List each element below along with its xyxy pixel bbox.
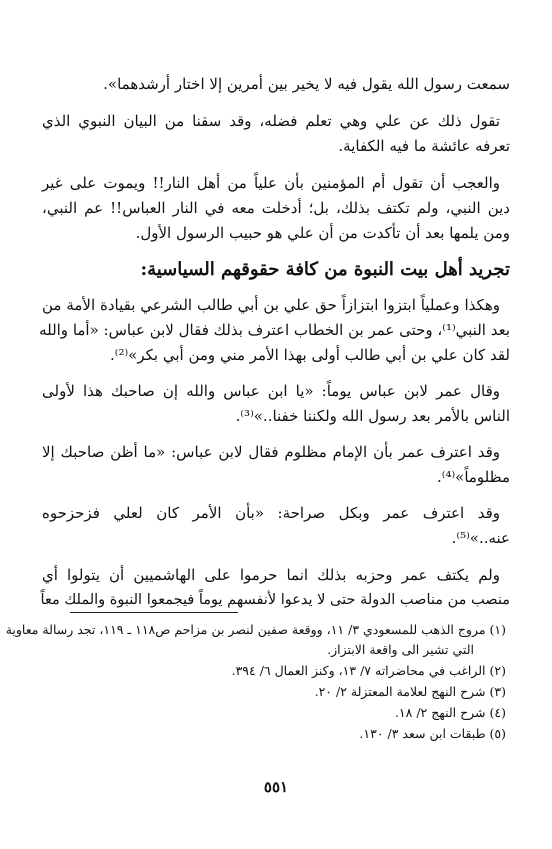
- section-line-3: لقد كان علي بن أبي طالب أولى بهذا الأمر مني ومن أبي بكر»⁽²⁾.: [110, 346, 510, 364]
- section-line-6: وقد اعترف عمر بأن الإمام مظلوم فقال لابن عباس: «ما أظن صاحبك إلا: [42, 443, 500, 461]
- body-line-3: تعرفه عائشة ما فيه الكفاية.: [338, 137, 510, 155]
- footnote-1: (١) مروج الذهب للمسعودي ٣/ ١١، ووقعة صفين لنصر بن مزاحم ص١١٨ ـ ١١٩، تجد رسالة معاوية: [5, 622, 506, 637]
- footnote-5: (٥) طبقات ابن سعد ٣/ ١٣٠.: [359, 726, 506, 741]
- footnote-3: (٣) شرح النهج لعلامة المعتزلة ٢/ ٢٠.: [314, 684, 506, 699]
- section-line-10: ولم يكتف عمر وحزبه بذلك انما حرموا على الهاشميين أن يتولوا أي: [42, 566, 500, 584]
- body-line-6: ومن يلمها بعد أن تأكدت من أن علي هو حبيب الرسول الأول.: [135, 224, 510, 242]
- section-line-11: منصب من مناصب الدولة حتى لا يدعوا لأنفسهم يوماً فيجمعوا النبوة والملك معاً: [40, 592, 510, 608]
- section-line-4: وقال عمر لابن عباس يوماً: «يا ابن عباس والله إن صاحبك هذا لأولى: [42, 382, 500, 400]
- footnote-1-continuation: التي تشير الى واقعة الابتزاز.: [327, 642, 474, 657]
- body-line-5: دين النبي، ولم تكتف بذلك، بل؛ أدخلت معه في النار العباس!! عم النبي،: [42, 199, 510, 217]
- footnote-2: (٢) الراغب في محاضراته ٧/ ١٣، وكنز العمال ٦/ ٣٩٤.: [231, 663, 506, 678]
- section-line-8: وقد اعترف عمر وبكل صراحة: «بأن الأمر كان لعلي فزحزحوه: [42, 504, 500, 522]
- body-line-1: سمعت رسول الله يقول فيه لا يخير بين أمرين إلا اختار أرشدهما».: [103, 75, 510, 93]
- section-line-1: وهكذا وعملياً ابتزوا ابتزازاً حق علي بن أبي طالب الشرعي بقيادة الأمة من: [42, 296, 500, 314]
- section-heading: تجريد أهل بيت النبوة من كافة حقوقهم السياسية:: [140, 259, 510, 280]
- page-number: ٥٥١: [263, 778, 289, 796]
- section-line-9: عنه..»⁽⁵⁾.: [451, 529, 510, 547]
- body-line-4: والعجب أن تقول أم المؤمنين بأن علياً من أهل النار!! ويموت على غير: [42, 174, 500, 192]
- section-line-5: الناس بالأمر بعد رسول الله ولكننا خفنا..»⁽³⁾.: [235, 407, 510, 425]
- section-line-2: بعد النبي⁽¹⁾، وحتى عمر بن الخطاب اعترف بذلك فقال لابن عباس: «أما والله: [39, 321, 510, 339]
- body-line-2: تقول ذلك عن علي وهي تعلم فضله، وقد سقنا من البيان النبوي الذي: [42, 112, 500, 130]
- section-line-7: مظلوماً»⁽⁴⁾.: [437, 468, 510, 486]
- footnote-4: (٤) شرح النهج ٢/ ١٨.: [394, 705, 506, 720]
- footnote-separator: [70, 612, 238, 613]
